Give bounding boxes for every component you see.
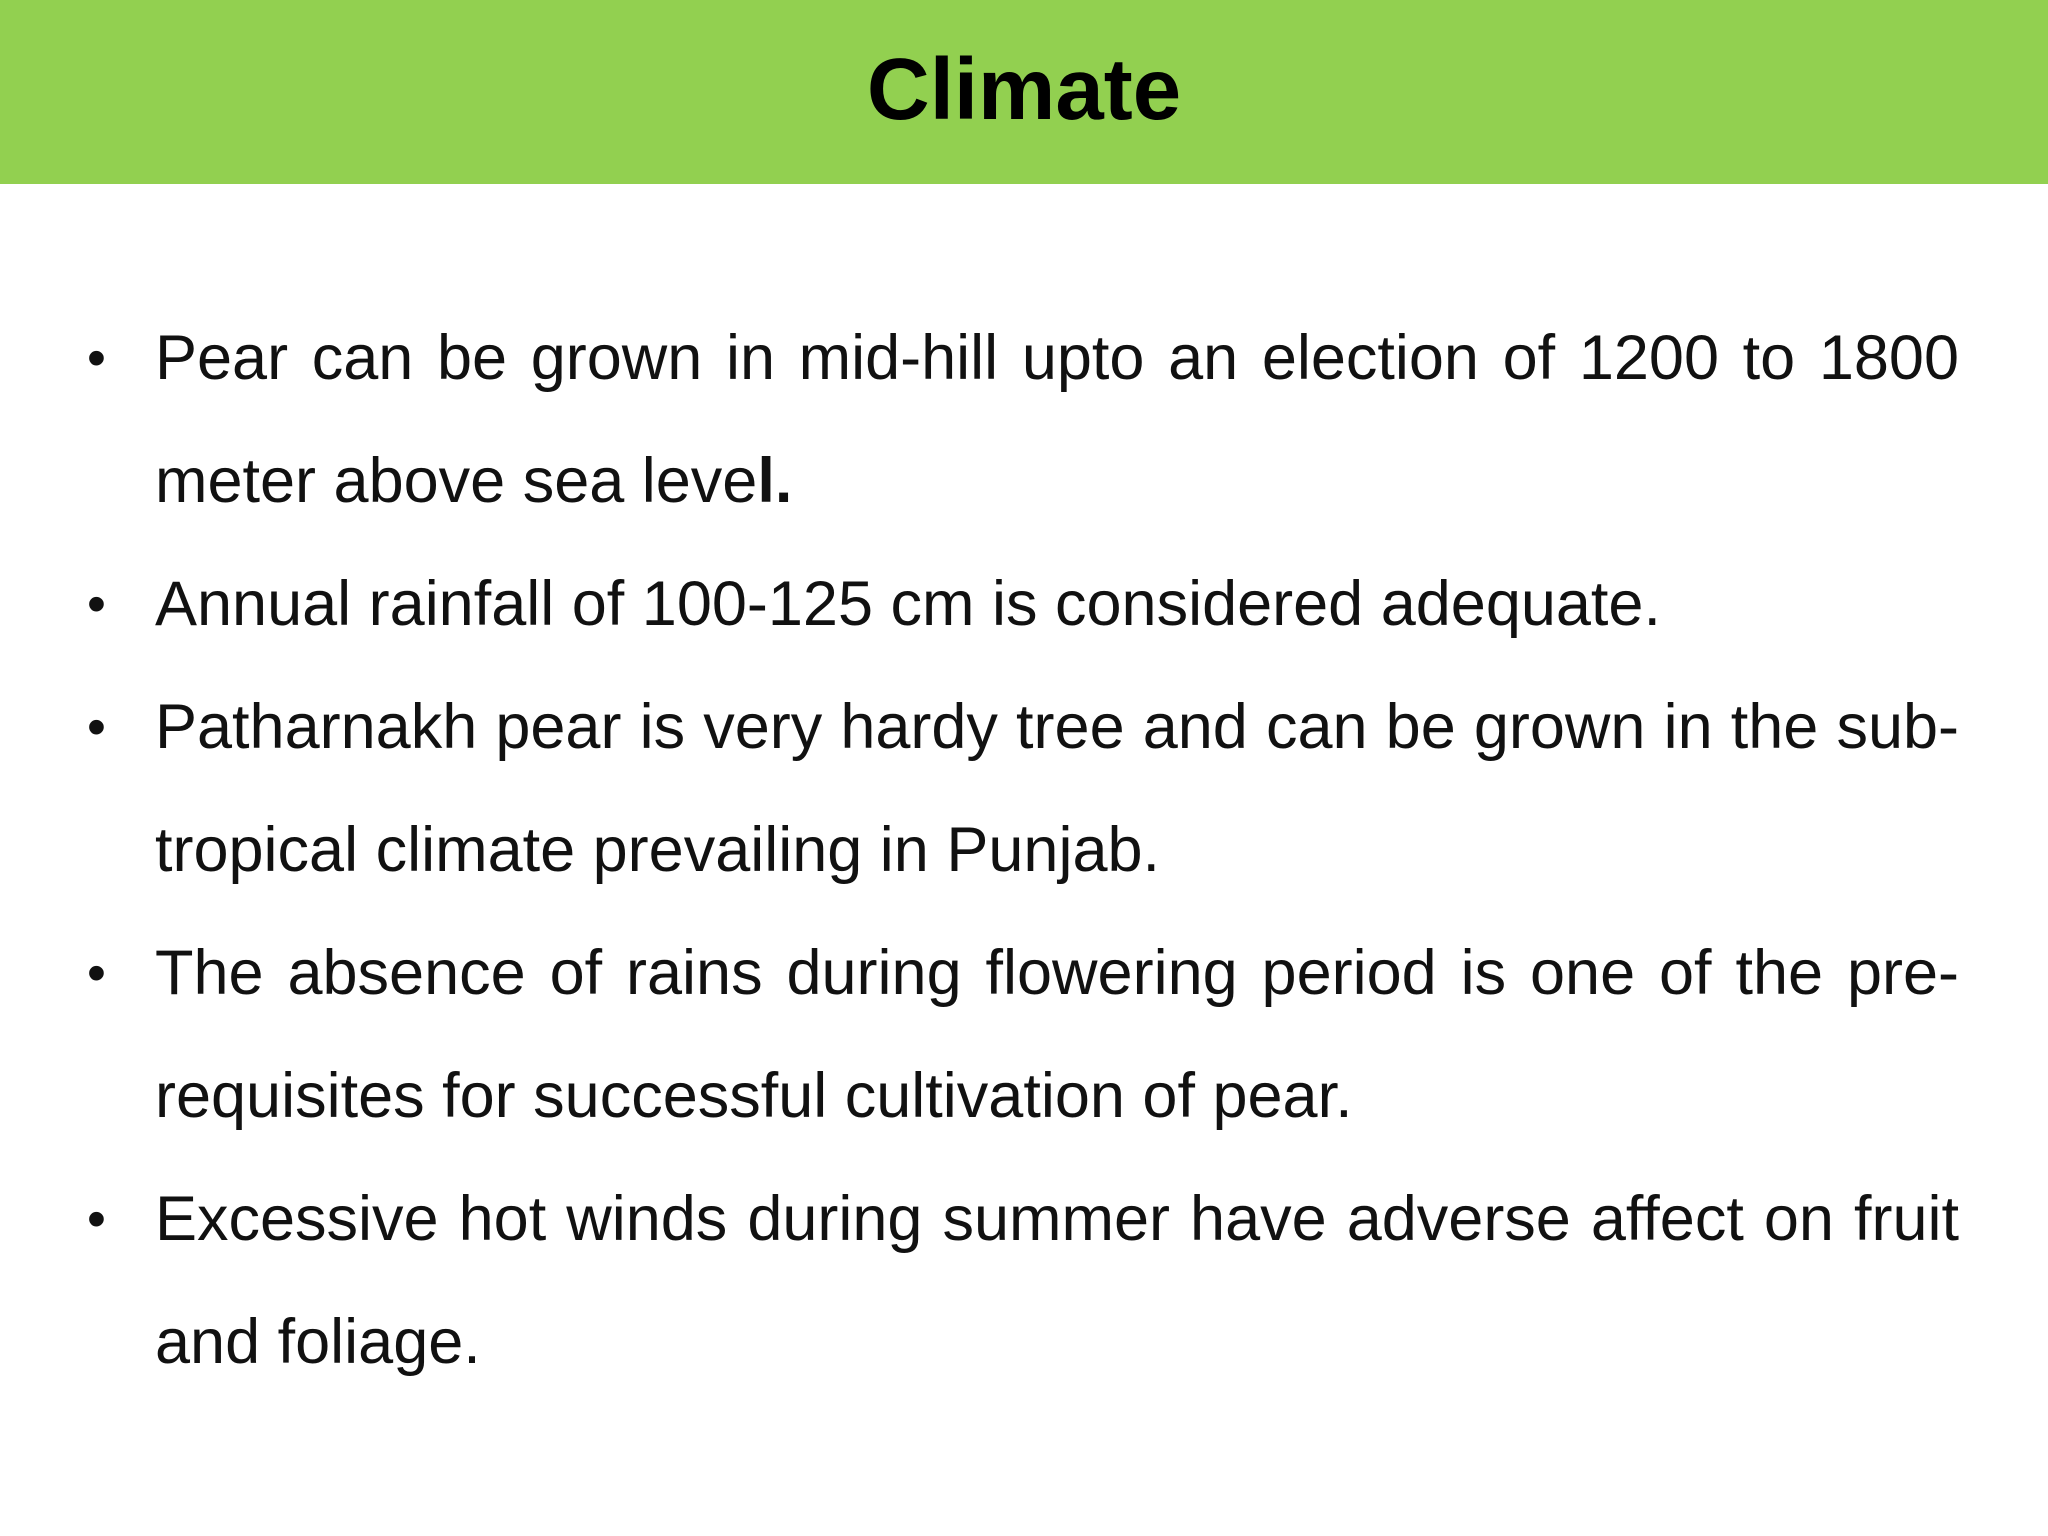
bullet-text: Pear can be grown in mid-hill upto an election of 1200 to 1800 meter above sea leve (155, 323, 1959, 516)
bullet-dot-icon: • (87, 328, 106, 388)
slide-title: Climate (866, 40, 1182, 138)
bullet-item (87, 543, 1959, 666)
bullet-text: The absence of rains during flowering period is one of the pre-requisites for successful cultivation of pear. (155, 938, 1959, 1131)
bullet-text: Excessive hot winds during summer have adverse affect on fruit and foliage. (155, 1184, 1959, 1377)
bullet-item (87, 666, 1959, 912)
title-bar (0, 0, 2048, 184)
bullet-dot-icon: • (87, 697, 106, 757)
bullet-text: Patharnakh pear is very hardy tree and can be grown in the sub-tropical climate prevailing in Punjab. (155, 692, 1959, 885)
bullet-text: Annual rainfall of 100-125 cm is considered adequate. (155, 569, 1661, 639)
bullet-list (0, 297, 2048, 1404)
bullet-dot-icon: • (87, 574, 106, 634)
bullet-dot-icon: • (87, 943, 106, 1003)
bullet-text-bold-tail: l. (757, 446, 793, 516)
bullet-dot-icon: • (87, 1189, 106, 1249)
bullet-item (87, 1158, 1959, 1404)
bullet-item (87, 297, 1959, 543)
bullet-item (87, 912, 1959, 1158)
